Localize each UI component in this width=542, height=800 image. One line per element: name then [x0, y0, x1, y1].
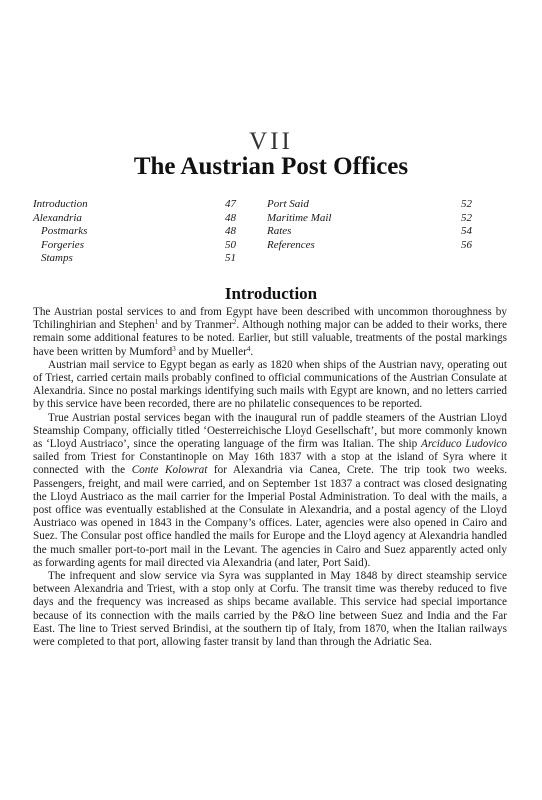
- toc-right-column: [267, 198, 472, 252]
- toc-entry: [33, 239, 236, 253]
- paragraph: [33, 306, 507, 359]
- body-text: [33, 306, 507, 649]
- paragraph-text: .: [250, 345, 254, 358]
- chapter-number: VII: [249, 128, 293, 155]
- toc-entry: [33, 212, 236, 226]
- toc-entry-page: 48: [225, 211, 236, 224]
- paragraph: Austrian mail service to Egypt began as early as 1820 when ships of the Austrian navy, operating out of Triest, carried certain mails probably confined to official communications of the Austrian Consulate at Alexandria. Since no postal markings identifying such mails with Egypt are known, and no letters carried by this service have been recorded, there are no philatelic consequences to be reported.: [33, 358, 507, 411]
- toc-entry-label: Alexandria: [33, 211, 82, 224]
- paragraph-text: and by Mueller: [175, 345, 247, 358]
- toc-entry-label: Stamps: [41, 252, 73, 264]
- toc-entry-label: Postmarks: [41, 225, 88, 237]
- footnote-ref: 2: [232, 318, 237, 327]
- paragraph-text: for Alexandria via Canea, Crete. The trip took two weeks. Passengers, freight, and mail were carried, and on September 1st 1837 a contract was closed designating the Lloyd Austriaco as the mail carrier for the Imperial Postal Administration. To deal with the mails, a post office was eventually established at the Consulate in Alexandria, and a postal agency of the Lloyd Austriaco was opened in 1843 in the Company’s offices. Later, agencies were also opened in Cairo and Suez. The Consular post office handled the mails for Europe and the Lloyd agency at Alexandria handled the much smaller port-to-port mail in the Levant. The agencies in Cairo and Suez apparently acted only as forwarding agents for mail directed via Alexandria (and later, Port Said).: [33, 464, 508, 569]
- toc-entry-label: Forgeries: [41, 238, 84, 251]
- footnote-ref: 4: [246, 344, 251, 353]
- toc-entry-page: 47: [225, 198, 236, 210]
- paragraph-text: The Austrian postal services to and from Egypt have been described with uncommon thoroughness by Tchilinghirian and Stephen: [33, 306, 507, 332]
- toc-entry: [33, 252, 236, 266]
- paragraph-text: sailed from Triest for Constantinople on May 16th 1837 with a stop at the island of Syra where it connected with the: [33, 451, 507, 477]
- paragraph: The infrequent and slow service via Syra was supplanted in May 1848 by direct steamship service between Alexandria and Triest, with a stop only at Corfu. The transit time was thereby reduced to five days and the frequency was increased as ships became available. This service had special importance because of its connection with the mails carried by the P&O line between Suez and India and the Far East. The line to Triest served Brindisi, at the southern tip of Italy, from 1870, when the Italian railways were completed to that port, allowing faster transit by land than through the Adriatic Sea.: [33, 570, 507, 649]
- toc-entry-page: 48: [225, 225, 236, 237]
- toc-entry: [267, 198, 472, 212]
- toc-entry-page: 56: [461, 238, 472, 251]
- toc-entry-label: Introduction: [33, 198, 88, 210]
- toc-entry-page: 52: [461, 211, 472, 224]
- toc-entry: [267, 212, 472, 226]
- toc-entry-label: Rates: [267, 225, 292, 237]
- toc-entry: [267, 225, 472, 239]
- ship-name: Arciduco Ludovico: [421, 438, 507, 451]
- toc-left-column: [33, 198, 236, 266]
- toc-entry-label: References: [267, 238, 315, 251]
- toc-entry-page: 52: [461, 198, 472, 210]
- toc-entry-label: Port Said: [267, 198, 309, 210]
- paragraph: [33, 412, 507, 570]
- paragraph-text: True Austrian postal services began with the inaugural run of paddle steamers of the Austrian Lloyd Steamship Company, officially titled ‘Oesterreichische Lloyd Gesellschaft’, but more commonly known as ‘Lloyd Austriaco’, since the operating language of the firm was Italian. The ship: [33, 411, 507, 451]
- footnote-ref: 3: [172, 344, 176, 353]
- toc-entry: [33, 225, 236, 239]
- section-heading: Introduction: [224, 284, 318, 303]
- toc-entry-label: Maritime Mail: [267, 211, 332, 224]
- toc-entry: [267, 239, 472, 253]
- paragraph-text: and by Tranmer: [158, 319, 233, 332]
- paragraph-text: . Although nothing major can be added to their works, there remain some additional features to be noted. Earlier, but still valuable, treatments of the postal markings have been written by Mumford: [33, 319, 507, 358]
- chapter-title: The Austrian Post Offices: [133, 153, 409, 180]
- ship-name: Conte Kolowrat: [131, 464, 208, 477]
- footnote-ref: 1: [154, 318, 159, 327]
- toc-entry-page: 51: [225, 252, 236, 264]
- toc-entry-page: 50: [225, 238, 236, 251]
- toc-entry: [33, 198, 236, 212]
- toc-entry-page: 54: [461, 225, 472, 237]
